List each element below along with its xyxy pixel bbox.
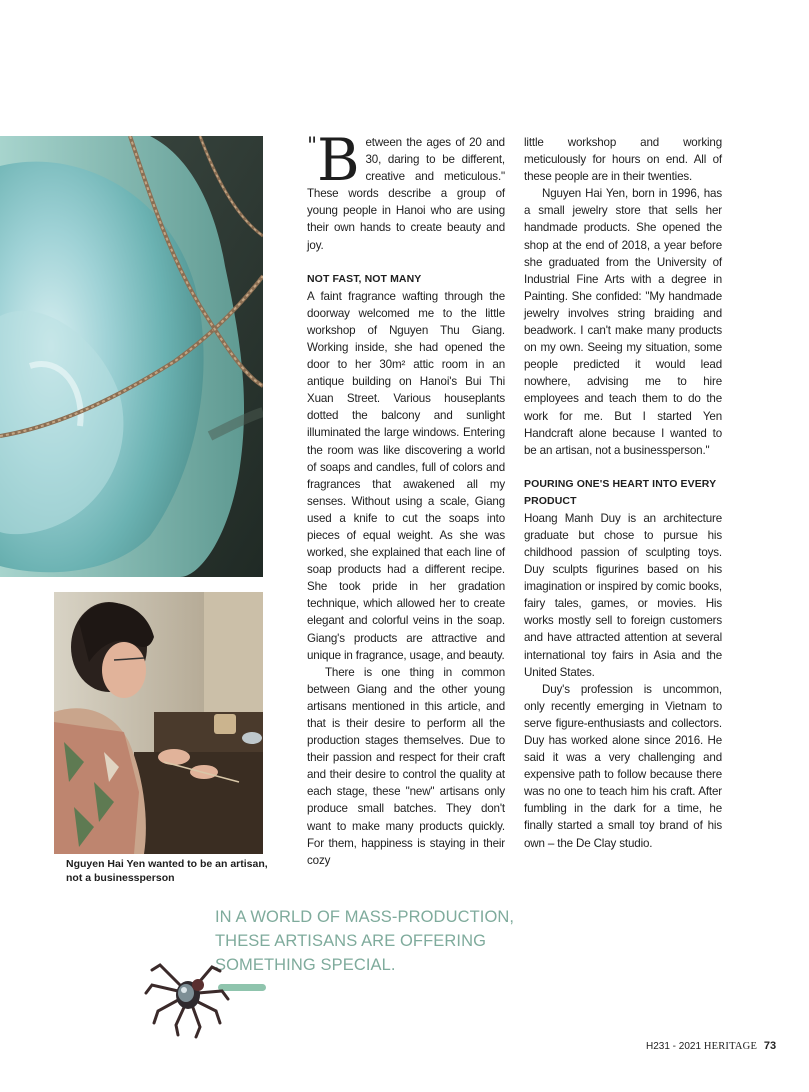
pull-quote-line: IN A WORLD OF MASS-PRODUCTION, (215, 908, 515, 926)
drop-cap: "B (307, 126, 360, 194)
intro-paragraph: etween the ages of 20 and 30, daring to be different, creative and meticulous." These words describe a group of young people in Hanoi who are using their own hands to create beauty and joy. (307, 136, 505, 252)
article-column-2 (524, 134, 722, 852)
magazine-name: HERITAGE (703, 1041, 758, 1052)
section-heading-1: NOT FAST, NOT MANY (307, 272, 422, 285)
photo-caption: Nguyen Hai Yen wanted to be an artisan, not a businessperson (66, 858, 268, 884)
paragraph: There is one thing in common between Giang and the other young artisans mentioned in this article, and that is their desire to perform all the production stages themselves. Due to their passion and respect for their craft and their desire to control the quality at each stage, these "new" artisans only produce small batches. They don't want to make many products quickly. For them, happiness is staying in their cozy (307, 665, 505, 867)
pull-quote-line: SOMETHING SPECIAL. (215, 956, 396, 974)
paragraph: little workshop and working meticulously for hours on end. All of these people are in their twenties. (524, 136, 722, 184)
pull-quote-line: THESE ARTISANS ARE OFFERING (215, 932, 487, 950)
section-heading-2: POURING ONE'S HEART INTO EVERY PRODUCT (524, 477, 716, 507)
page-number: 73 (763, 1040, 777, 1052)
paragraph: Duy's profession is uncommon, only recently emerging in Vietnam to serve figure-enthusiasts and collectors. Duy has worked alone since 2016. He said it was a very challenging and expensive path to follow because there was no one to teach him his craft. After fumbling in the dark for a time, he finally started a small toy brand of his own – the De Clay studio. (524, 682, 722, 850)
pull-quote (215, 905, 525, 977)
paragraph: A faint fragrance wafting through the doorway welcomed me to the little workshop of Nguyen Thu Giang. Working inside, she had opened the door to her 30m² attic room in an antique building on Hanoi's Bui Thi Xuan Street. Various houseplants dotted the balcony and sunlight illuminated the large windows. Entering the room was like discovering a world of soaps and candles, full of colors and fragrances that awakened all my senses. Without using a scale, Giang used a knife to cut the soaps into pieces of equal weight. As she was worked, she explained that each line of soap products had a different recipe. She took pride in her gradation technique, which allowed her to create elegant and colorful veins in the soap. Giang's products are attractive and unique in fragrance, usage, and beauty. (307, 289, 505, 662)
spider-brooch-icon (140, 945, 235, 1040)
paragraph: Hoang Manh Duy is an architecture graduate but chose to pursue his childhood passion of sculpting toys. Duy sculpts figurines based on his imagination or inspired by comic books, fairy tales, games, or movies. His works mostly sell to foreign customers and have attracted attention at several international toy fairs in Asia and the United States. (524, 511, 722, 679)
ceramic-dish-photo (0, 136, 263, 577)
article-column-1 (307, 126, 505, 869)
paragraph: Nguyen Hai Yen, born in 1996, has a small jewelry store that sells her handmade products. She opened the shop at the end of 2018, a year before she graduated from the University of Industrial Fine Arts with a degree in Painting. She confided: "My handmade jewelry involves string braiding and beadwork. I can't make many products on my own. Seeing my situation, some people predicted it would lead nowhere, advising me to hire employees and teach them to do the work for me. But I started Yen Handcraft alone because I wanted to be an artisan, not a businessperson." (524, 187, 722, 457)
artisan-photo (54, 592, 263, 854)
page-footer (646, 1040, 776, 1052)
issue-number: H231 - 2021 (646, 1041, 702, 1052)
